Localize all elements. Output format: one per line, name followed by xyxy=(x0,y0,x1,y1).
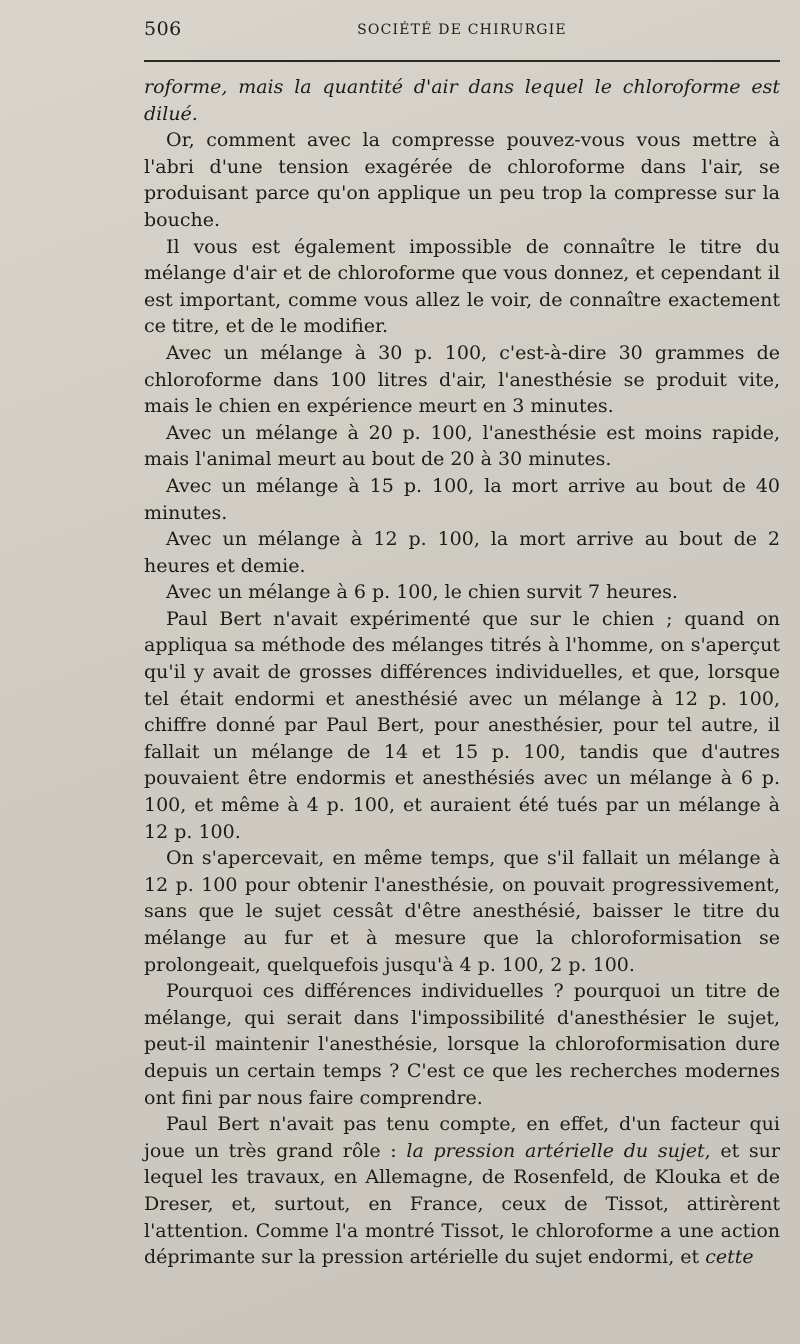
paragraph-text: On s'apercevait, en même temps, que s'il fallait un mélange à 12 p. 100 pour obtenir l'anesthésie, on pouvait progressivement, sans que le sujet cessât d'être anesthésié, baisser le titre du mélange au fur et à mesure que la chloroformisation se prolongeait, quelquefois jusqu'à 4 p. 100, 2 p. 100. xyxy=(144,847,780,976)
paragraph-text: Avec un mélange à 20 p. 100, l'anesthésie est moins rapide, mais l'animal meurt au bout de 20 à 30 minutes. xyxy=(144,421,780,471)
paragraph xyxy=(144,1111,780,1271)
paragraph xyxy=(144,526,780,579)
paragraph xyxy=(144,340,780,420)
paragraph xyxy=(144,127,780,233)
paragraph-text: Avec un mélange à 15 p. 100, la mort arrive au bout de 40 minutes. xyxy=(144,474,780,524)
paragraph-text: Avec un mélange à 12 p. 100, la mort arrive au bout de 2 heures et demie. xyxy=(144,528,780,577)
page-header xyxy=(144,14,780,54)
paragraph-text: Avec un mélange à 6 p. 100, le chien survit 7 heures. xyxy=(166,581,678,604)
paragraph xyxy=(144,579,780,606)
paragraph-text: , et sur lequel les travaux, en Allemagne, de Rosenfeld, de Klouka et de Dreser, et, surtout, en France, ceux de Tissot, attirèrent l'attention. Comme l'a montré Tissot, le chloroforme a une action déprimante sur la pression artérielle du sujet endormi, et xyxy=(144,1139,780,1269)
paragraph-text: Or, comment avec la compresse pouvez-vous vous mettre à l'abri d'une tension exagérée de chloroforme dans l'air, se produisant parce qu'on applique un peu trop la compresse sur la bouche. xyxy=(144,129,780,231)
italic-text: roforme, mais la quantité d'air dans lequel le chloroforme est dilué. xyxy=(144,76,780,125)
paragraph-text: Pourquoi ces différences individuelles ? pourquoi un titre de mélange, qui serait dans l'impossibilité d'anesthésier le sujet, peut-il maintenir l'anesthésie, lorsque la chloroformisation dure depuis un certain temps ? C'est ce que les recherches modernes ont fini par nous faire comprendre. xyxy=(144,980,780,1109)
paragraph xyxy=(144,420,780,473)
running-title: SOCIÉTÉ DE CHIRURGIE xyxy=(357,22,567,38)
paragraph xyxy=(144,74,780,127)
body-text xyxy=(144,74,780,1271)
header-rule xyxy=(144,60,780,62)
paragraph xyxy=(144,234,780,340)
italic-text: cette xyxy=(705,1246,754,1269)
paragraph-text: Avec un mélange à 30 p. 100, c'est-à-dire 30 grammes de chloroforme dans 100 litres d'air, l'anesthésie se produit vite, mais le chien en expérience meurt en 3 minutes. xyxy=(144,341,780,418)
paragraph-text: Paul Bert n'avait expérimenté que sur le chien ; quand on appliqua sa méthode des mélanges titrés à l'homme, on s'aperçut qu'il y avait de grosses différences individuelles, et que, lorsque tel était endormi et anesthésié avec un mélange à 12 p. 100, chiffre donné par Paul Bert, pour anesthésier, pour tel autre, il fallait un mélange de 14 et 15 p. 100, tandis que d'autres pouvaient être endormis et anesthésiés avec un mélange à 6 p. 100, et même à 4 p. 100, et auraient été tués par un mélange à 12 p. 100. xyxy=(144,607,780,843)
paragraph-text: Il vous est également impossible de connaître le titre du mélange d'air et de chloroforme que vous donnez, et cependant il est important, comme vous allez le voir, de connaître exactement ce titre, et de le modifier. xyxy=(144,235,780,338)
paragraph xyxy=(144,978,780,1111)
paragraph xyxy=(144,845,780,978)
italic-text: la pression artérielle du sujet xyxy=(406,1139,705,1162)
paragraph-text: Paul Bert n'avait pas tenu compte, en effet, d'un facteur qui joue un très grand rôle : xyxy=(144,1113,780,1162)
page-number: 506 xyxy=(144,18,182,40)
paragraph xyxy=(144,473,780,526)
paragraph xyxy=(144,606,780,845)
